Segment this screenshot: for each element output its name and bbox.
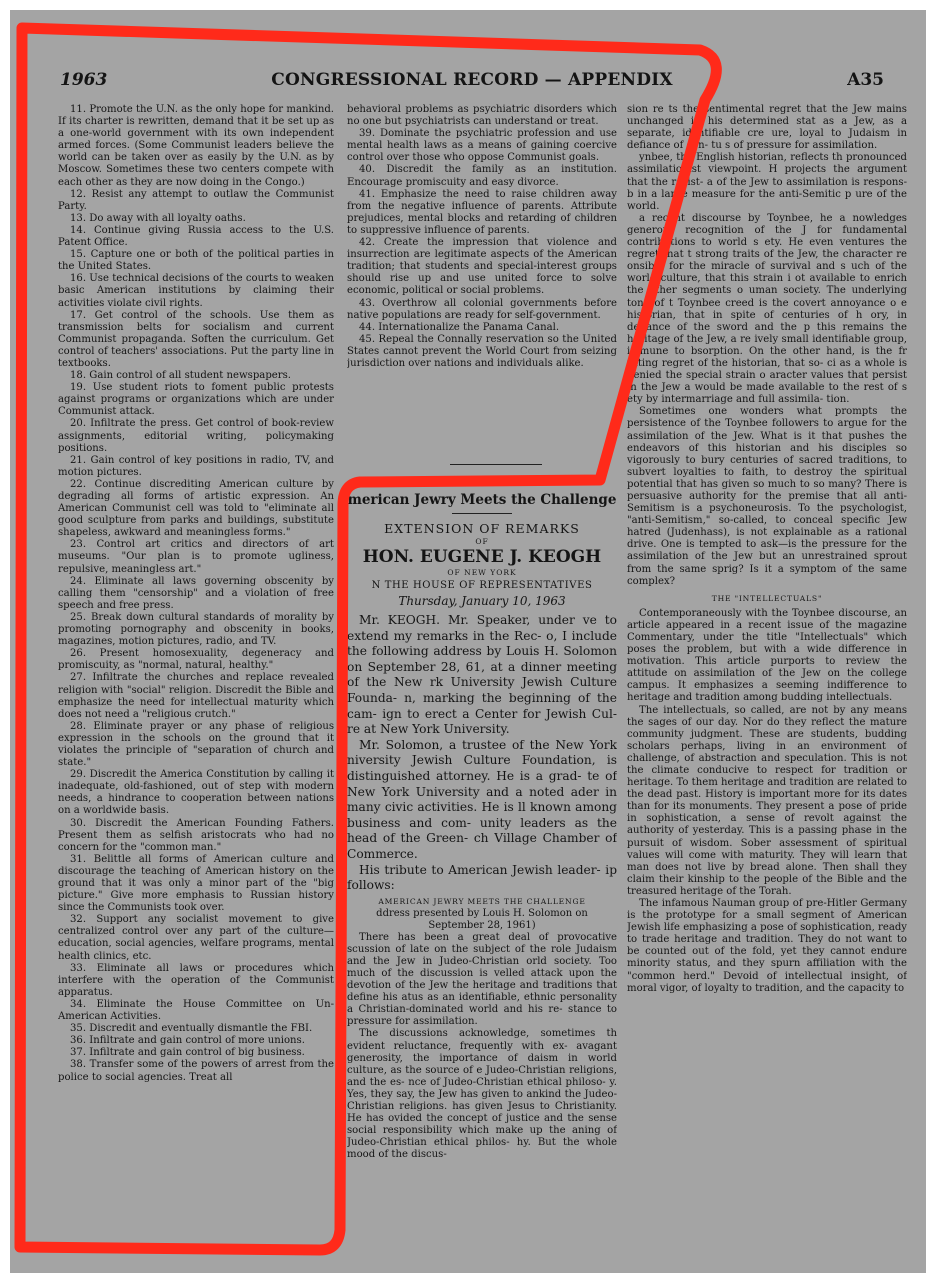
body-paragraph: There has been a great deal of provocative scussion of late on the subject of the role Judaism and the Jew in Judeo-Christian orld society. Too much of the discussion is velled attack upon the devotion of the Jew the heritage and traditions that define his atus as an identifiable, ethnic personality a Christian-dominated world and his re- stance to pressure for assimilation. — [347, 931, 617, 1028]
list-item: 20. Infiltrate the press. Get control of book-review assignments, editorial writing, policymaking positions. — [58, 418, 334, 454]
list-item: 31. Belittle all forms of American culture and discourage the teaching of American history on the ground that it was only a minor part of the "big picture." Give more emphasis to Russian history since the Communists took over. — [58, 853, 334, 914]
column-left — [58, 104, 334, 1254]
list-item: 45. Repeal the Connally reservation so the United States cannot prevent the World Court from seizing jurisdiction over nations and individuals alike. — [347, 333, 617, 369]
body-paragraph: sion re ts the sentimental regret that the Jew mains unchanged in his determined stat as a Jew, as a separate, identifiable cre ure, loyal to Judaism in defiance of cen- tu s of pressure for assimilation. — [627, 104, 907, 152]
list-item: 14. Continue giving Russia access to the U.S. Patent Office. — [58, 224, 334, 249]
body-paragraph: The discussions acknowledge, sometimes th evident reluctance, frequently with ex- avagant generosity, the importance of daism in world culture, as the source of e Judeo-Christian religions, and the es- nce of Judeo-Christian ethical philoso- y. Yes, they say, the Jew has given to ankind the Judeo-Christian religions. has given Jesus to Christianity. He has ovided the concept of justice and the sense social responsibility which make up the aning of Judeo-Christian ethical philos- hy. But the whole mood of the discus- — [347, 1028, 617, 1161]
article-headline: merican Jewry Meets the Challenge — [347, 492, 617, 508]
list-item: 11. Promote the U.N. as the only hope for mankind. If its charter is rewritten, demand that it be set up as a one-world government with its own independent armed forces. (Some Communist leaders believe the world can be taken over as easily by the U.N. as by Moscow. Sometimes these two centers compete with each other as they are now doing in the Congo.) — [58, 104, 334, 188]
list-item: 39. Dominate the psychiatric profession and use mental health laws as a means of gaining coercive control over those who oppose Communist goals. — [347, 128, 617, 164]
list-item: 33. Eliminate all laws or procedures which interfere with the operation of the Communist apparatus. — [58, 962, 334, 998]
intro-paragraph: Mr. Solomon, a trustee of the New York niversity Jewish Culture Foundation, is distinguished attorney. He is a grad- te of New York University and a noted ader in many civic activities. He is ll known among business and com- unity leaders as the head of the Green- ch Village Chamber of Commerce. — [347, 737, 617, 861]
list-item: 35. Discredit and eventually dismantle the FBI. — [70, 1023, 313, 1035]
body-paragraph: ynbee, the English historian, reflects th pronounced assimilationist viewpoint. H projects the argument that the resist- a of the Jew to assimilation is respons- b in a large measure for the anti-Semitic p ure of the world. — [627, 152, 907, 212]
header-year: 1963 — [60, 70, 108, 90]
list-item: 36. Infiltrate and gain control of more unions. — [70, 1035, 305, 1047]
body-paragraph: a recent discourse by Toynbee, he a nowledges generous recognition of the J for fundamental contributions to world s ety. He even ventures the regret that t strong traits of the Jew, the character re onsible for the miracle of survival and s uch of the world culture, that this strain i ot available to enrich the other segments o uman society. The underlying tone of t Toynbee creed is the covert annoyance o e historian, that in spite of centuries of h ory, in defiance of the sword and the p this remains the heritage of the Jew, a re ively small identifiable group, immune to bsorption. On the other hand, is the fr rating regret of the historian, that so- ci as a whole is denied the special strain o aracter values that persist in the Jew a would be made available to the rest of s ety by intermarriage and full assimila- tion. — [627, 212, 907, 406]
intro-paragraph: Mr. KEOGH. Mr. Speaker, under ve to extend my remarks in the Rec- o, I include the following address by Louis H. Solomon on September 28, 61, at a dinner meeting of the New rk University Jewish Culture Founda- n, marking the beginning of the cam- ign to erect a Center for Jewish Cul- re at New York University. — [347, 613, 617, 737]
list-item: 23. Control art critics and directors of art museums. "Our plan is to promote ugliness, repulsive, meaningless art." — [58, 539, 334, 575]
list-item: 17. Get control of the schools. Use them as transmission belts for socialism and current Communist propaganda. Soften the curriculum. Get control of teachers' associations. Put the party line in textbooks. — [58, 309, 334, 369]
list-item: 12. Resist any attempt to outlaw the Communist Party. — [58, 188, 334, 212]
intro-paragraph: His tribute to American Jewish leader- ip follows: — [347, 862, 617, 893]
house-label: N THE HOUSE OF REPRESENTATIVES — [371, 580, 593, 591]
list-item: 38. Transfer some of the powers of arrest from the police to social agencies. Treat all — [58, 1059, 334, 1083]
list-item: 30. Discredit the American Founding Fathers. Present them as selfish aristocrats who had no concern for the "common man." — [58, 817, 334, 853]
list-item: 43. Overthrow all colonial governments before native populations are ready for self-government. — [347, 297, 617, 321]
newspaper-page — [10, 10, 926, 1273]
list-item: 16. Use technical decisions of the courts to weaken basic American institutions by claiming their activities violate civil rights. — [58, 273, 334, 309]
list-item: 13. Do away with all loyalty oaths. — [70, 212, 246, 224]
body-paragraph: Sometimes one wonders what prompts the persistence of the Toynbee followers to argue for the assimilation of the Jew. What is it that pushes the endeavors of this historian and his disciples so vigorously to bury centuries of sacred traditions, to subvert loyalties to faith, to destroy the spiritual potential that has given so much to so many? There is persuasive authority for the premise that all anti-Semitism is a psychoneurosis. To the psychologist, "anti-Semitism," so-called, to conceal specific Jew hatred (Judenhass), is not explainable as a rational drive. One is tempted to ask—is the pressure for the assimilation of the Jew but an unrestrained sprout from the same sprig? Is it a symptom of the same complex? — [627, 406, 907, 587]
column-right — [627, 104, 907, 1254]
section-divider — [450, 464, 542, 465]
representative-name: HON. EUGENE J. KEOGH — [362, 547, 602, 567]
header-page-number: A35 — [847, 70, 884, 90]
body-paragraph: Contemporaneously with the Toynbee discourse, an article appeared in a recent issue of the magazine Commentary, under the title "Intellectuals" which poses the problem, but with a wide difference in motivation. This article purports to review the attitude on assimilation of the Jew on the college campus. It emphasizes a seeming indifference to heritage and tradition among budding intellectuals. — [627, 607, 907, 704]
list-item: 42. Create the impression that violence and insurrection are legitimate aspects of the American tradition; that students and special-interest groups should rise up and use united force to solve economic, political or social problems. — [347, 237, 617, 297]
page-header — [60, 70, 884, 104]
intellectuals-subheading: THE "INTELLECTUALS" — [711, 593, 823, 603]
address-attribution: ddress presented by Louis H. Solomon on September 28, 1961) — [376, 907, 588, 931]
list-item: 34. Eliminate the House Committee on Un-American Activities. — [58, 998, 334, 1023]
list-item: behavioral problems as psychiatric disorders which no one but psychiatrists can understand or treat. — [347, 104, 617, 128]
extension-of-remarks: EXTENSION OF REMARKS — [384, 521, 580, 536]
list-item: 15. Capture one or both of the political parties in the United States. — [58, 249, 334, 273]
list-item: 29. Discredit the America Constitution by calling it inadequate, old-fashioned, out of step with modern needs, a hindrance to cooperation between nations on a worldwide basis. — [58, 769, 334, 817]
headline-divider — [452, 513, 512, 514]
address-subheading: AMERICAN JEWRY MEETS THE CHALLENGE — [378, 896, 586, 906]
list-item: 26. Present homosexuality, degeneracy and promiscuity, as "normal, natural, healthy." — [58, 648, 334, 672]
body-paragraph: The intellectuals, so called, are not by any means the sages of our day. Nor do they reflect the mature community judgment. These are students, budding scholars perhaps, living in an environment of challenge, of abstraction and speculation. This is not the climate conducive to respect for tradition or heritage. To them heritage and tradition are related to the dead past. History is important more for its dates than for its monuments. They present a pose of pride in sophistication, a sense of revolt against the authority of yesterday. This is a passing phase in the pursuit of wisdom. Sober assessment of spiritual values will come with maturity. They will learn that man does not live by bread alone. Then shall they claim their kinship to the people of the Bible and the treasured heritage of the Torah. — [627, 704, 907, 897]
column-middle-article — [347, 492, 617, 1254]
of-label: OF — [475, 537, 489, 546]
list-item: 41. Emphasize the need to raise children away from the negative influence of parents. Attribute prejudices, mental blocks and retarding of children to suppressive influence of parents. — [347, 188, 617, 236]
list-item: 25. Break down cultural standards of morality by promoting pornography and obscenity in books, magazines, motion pictures, radio, and TV. — [58, 611, 334, 648]
list-item: 44. Internationalize the Panama Canal. — [359, 321, 560, 333]
article-date: Thursday, January 10, 1963 — [398, 594, 566, 608]
header-title: CONGRESSIONAL RECORD — APPENDIX — [271, 70, 673, 90]
list-item: 37. Infiltrate and gain control of big business. — [70, 1047, 305, 1059]
list-item: 27. Infiltrate the churches and replace revealed religion with "social" religion. Discredit the Bible and emphasize the need for intellectual maturity which does not need a "religious crutch." — [58, 672, 334, 720]
list-item: 21. Gain control of key positions in radio, TV, and motion pictures. — [58, 454, 334, 478]
representative-state: OF NEW YORK — [447, 568, 517, 577]
body-paragraph: The infamous Nauman group of pre-Hitler Germany is the prototype for a small segment of American Jewish life emphasizing a pose of sophistication, ready to trade heritage and tradition. They do not want to be counted out of the fold, yet they cannot endure minority status, and they spurn affiliation with the "common herd." Devoid of intellectual insight, of moral vigor, of loyalty to tradition, and the capacity to — [627, 898, 907, 994]
list-item: 40. Discredit the family as an institution. Encourage promiscuity and easy divorce. — [347, 164, 617, 188]
list-item: 18. Gain control of all student newspapers. — [70, 370, 291, 382]
list-item: 24. Eliminate all laws governing obscenity by calling them "censorship" and a violation of free speech and free press. — [58, 575, 334, 611]
list-item: 19. Use student riots to foment public protests against programs or organizations which are under Communist attack. — [58, 382, 334, 418]
column-middle-top — [347, 104, 617, 444]
list-item: 32. Support any socialist movement to give centralized control over any part of the culture—education, social agencies, welfare programs, mental health clinics, etc. — [58, 914, 334, 962]
list-item: 28. Eliminate prayer or any phase of religious expression in the schools on the ground that it violates the principle of "separation of church and state." — [58, 720, 334, 769]
list-item: 22. Continue discrediting American culture by degrading all forms of artistic expression. An American Communist cell was told to "eliminate all good sculpture from parks and buildings, substitute shapeless, awkward and meaningless forms." — [58, 478, 334, 539]
